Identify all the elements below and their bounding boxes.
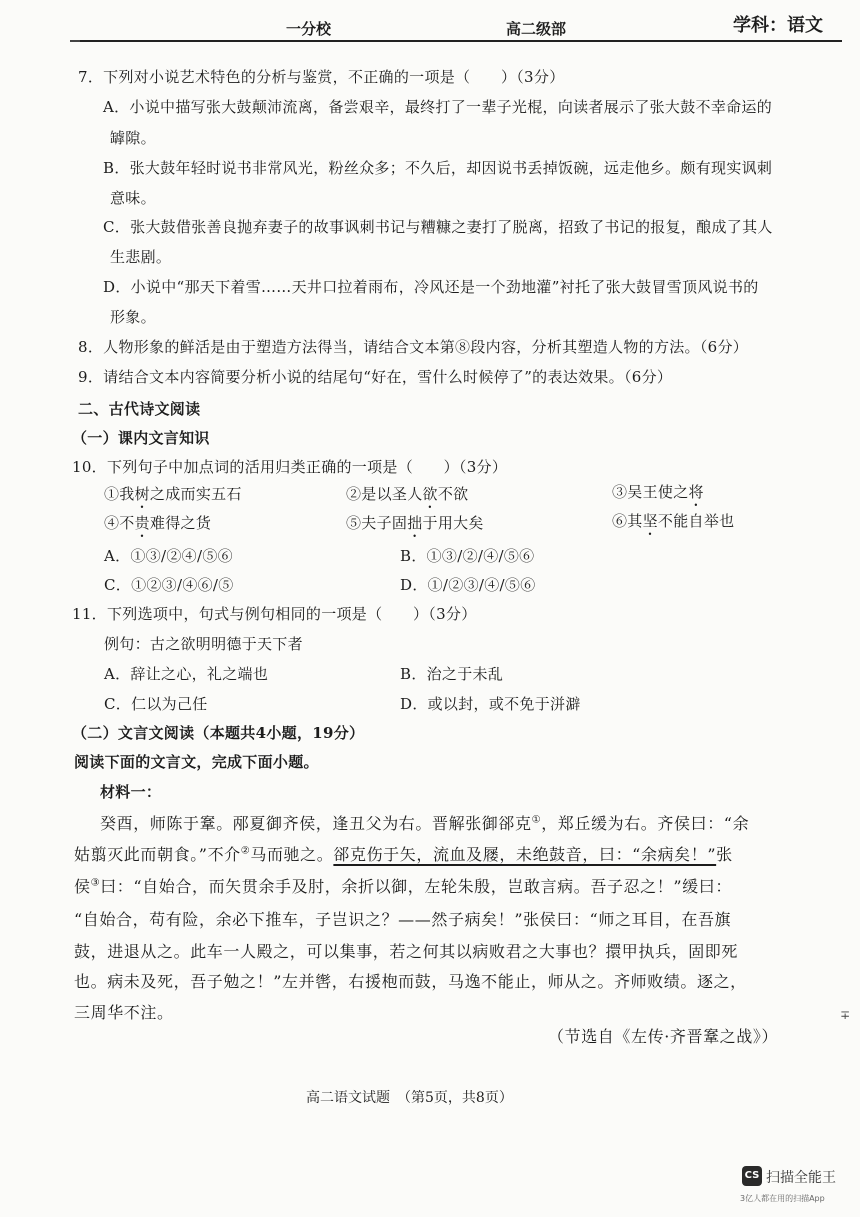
q7-option-c: C．张大鼓借张善良抛弃妻子的故事讽刺书记与糟糠之妻打了脱离，招致了书记的报复，酿成了其人 (103, 218, 773, 236)
q10-sentence-2: ②是以圣人欲不欲 (346, 485, 469, 503)
q11-option-b: B．治之于未乱 (400, 665, 504, 683)
footnote-marker: ② (240, 845, 251, 857)
dotted-word: 树 (134, 485, 150, 503)
passage-line-2: 姑翦灭此而朝食。”不介②马而驰之。郤克伤于矢，流血及屦，未绝鼓音，曰：“余病矣！”张 (74, 845, 733, 864)
q8-stem: 8．人物形象的鲜活是由于塑造方法得当，请结合文本第⑧段内容，分析其塑造人物的方法。（6分） (78, 338, 749, 356)
passage-line-5: 鼓，进退从之。此车一人殿之，可以集事，若之何其以病败君之大事也？擐甲执兵，固即死 (74, 942, 739, 961)
dotted-word: 贵 (134, 514, 150, 532)
q11-example: 例句：古之欲明明德于天下者 (104, 635, 303, 653)
q7-option-a-cont: 罅隙。 (110, 129, 156, 147)
underlined-sentence: 郤克伤于矢，流血及屦，未绝鼓音，曰：“余病矣！” (333, 845, 717, 864)
subsection-heading-2: （二）文言文阅读（本题共4小题，19分） (72, 724, 365, 742)
dotted-word: 坚 (642, 512, 658, 530)
dotted-word: 拙 (407, 514, 423, 532)
q10-option-d: D．①/②③/④/⑤⑥ (400, 576, 536, 594)
q10-sentence-1: ①我树之成而实五石 (104, 485, 242, 503)
q7-option-a: A．小说中描写张大鼓颠沛流离，备尝艰辛，最终打了一辈子光棍，向读者展示了张大鼓不幸命运的 (103, 98, 773, 116)
reading-instruction: 阅读下面的文言文，完成下面小题。 (74, 753, 319, 771)
passage-line-6: 也。病未及死，吾子勉之！”左并辔，右援枹而鼓，马逸不能止，师从之。齐师败绩。逐之， (74, 972, 747, 991)
q11-option-d: D．或以封，或不免于洴澼 (400, 695, 581, 713)
q7-option-d-cont: 形象。 (110, 308, 156, 326)
q10-stem: 10．下列句子中加点词的活用归类正确的一项是（ ）（3分） (72, 458, 508, 476)
q11-option-a: A．辞让之心，礼之端也 (104, 665, 269, 683)
q9-stem: 9．请结合文本内容简要分析小说的结尾句“好在，雪什么时候停了”的表达效果。（6分） (78, 368, 673, 386)
q10-sentence-6: ⑥其坚不能自举也 (612, 512, 735, 530)
q10-option-b: B．①③/②/④/⑤⑥ (400, 547, 535, 565)
header-subject: 学科：语文 (733, 15, 823, 36)
scanner-app-name: 扫描全能王 (766, 1170, 836, 1186)
passage-line-4: “自始合，苟有险，余必下推车，子岂识之？——然子病矣！”张侯曰：“师之耳目，在吾旗 (74, 910, 732, 929)
q10-sentence-5: ⑤夫子固拙于用大矣 (346, 514, 484, 532)
dotted-word: 将 (688, 483, 704, 501)
q7-option-b: B．张大鼓年轻时说书非常风光，粉丝众多；不久后，却因说书丢掉饭碗，远走他乡。颇有现实讽刺 (103, 159, 773, 177)
passage-line-7: 三周华不注。 (74, 1003, 174, 1022)
q7-option-b-cont: 意味。 (110, 189, 156, 207)
scan-edge-mark: ∓ (840, 1008, 851, 1022)
q7-option-d: D．小说中“那天下着雪……天井口拉着雨布，冷风还是一个劲地灌”衬托了张大鼓冒雪顶风说书的 (103, 278, 759, 296)
scanner-logo-icon: CS (742, 1166, 762, 1186)
header-rule (80, 40, 842, 42)
q10-sentence-4: ④不贵难得之货 (104, 514, 212, 532)
q10-option-c: C．①②③/④⑥/⑤ (104, 576, 234, 594)
q11-option-c: C．仁以为己任 (104, 695, 208, 713)
footnote-marker: ① (531, 814, 542, 826)
dotted-word: 欲 (422, 485, 438, 503)
header-department: 高二级部 (506, 20, 567, 38)
q7-stem: 7．下列对小说艺术特色的分析与鉴赏，不正确的一项是（ ）（3分） (78, 68, 565, 86)
passage-source: （节选自《左传·齐晋鞌之战》） (548, 1027, 779, 1046)
q11-stem: 11．下列选项中，句式与例句相同的一项是（ ）（3分） (72, 605, 477, 623)
material-title: 材料一： (100, 783, 162, 801)
header-campus: 一分校 (286, 20, 332, 38)
page-footer: 高二语文试题 （第5页，共8页） (306, 1090, 513, 1106)
passage-line-1: 癸酉，师陈于鞌。邴夏御齐侯，逢丑父为右。晋解张御郤克①，郑丘缓为右。齐侯曰：“余 (100, 814, 750, 833)
section-heading: 二、古代诗文阅读 (78, 400, 201, 418)
q7-option-c-cont: 生悲剧。 (110, 248, 172, 266)
passage-line-3: 侯③曰：“自始合，而矢贯余手及肘，余折以御，左轮朱殷，岂敢言病。吾子忍之！”缓曰： (74, 877, 732, 896)
q10-sentence-3: ③吴王使之将 (612, 483, 704, 501)
subsection-heading-1: （一）课内文言知识 (72, 429, 210, 447)
q10-option-a: A．①③/②④/⑤⑥ (104, 547, 233, 565)
footnote-marker: ③ (90, 877, 101, 889)
scanner-tagline: 3亿人都在用的扫描App (740, 1194, 825, 1203)
